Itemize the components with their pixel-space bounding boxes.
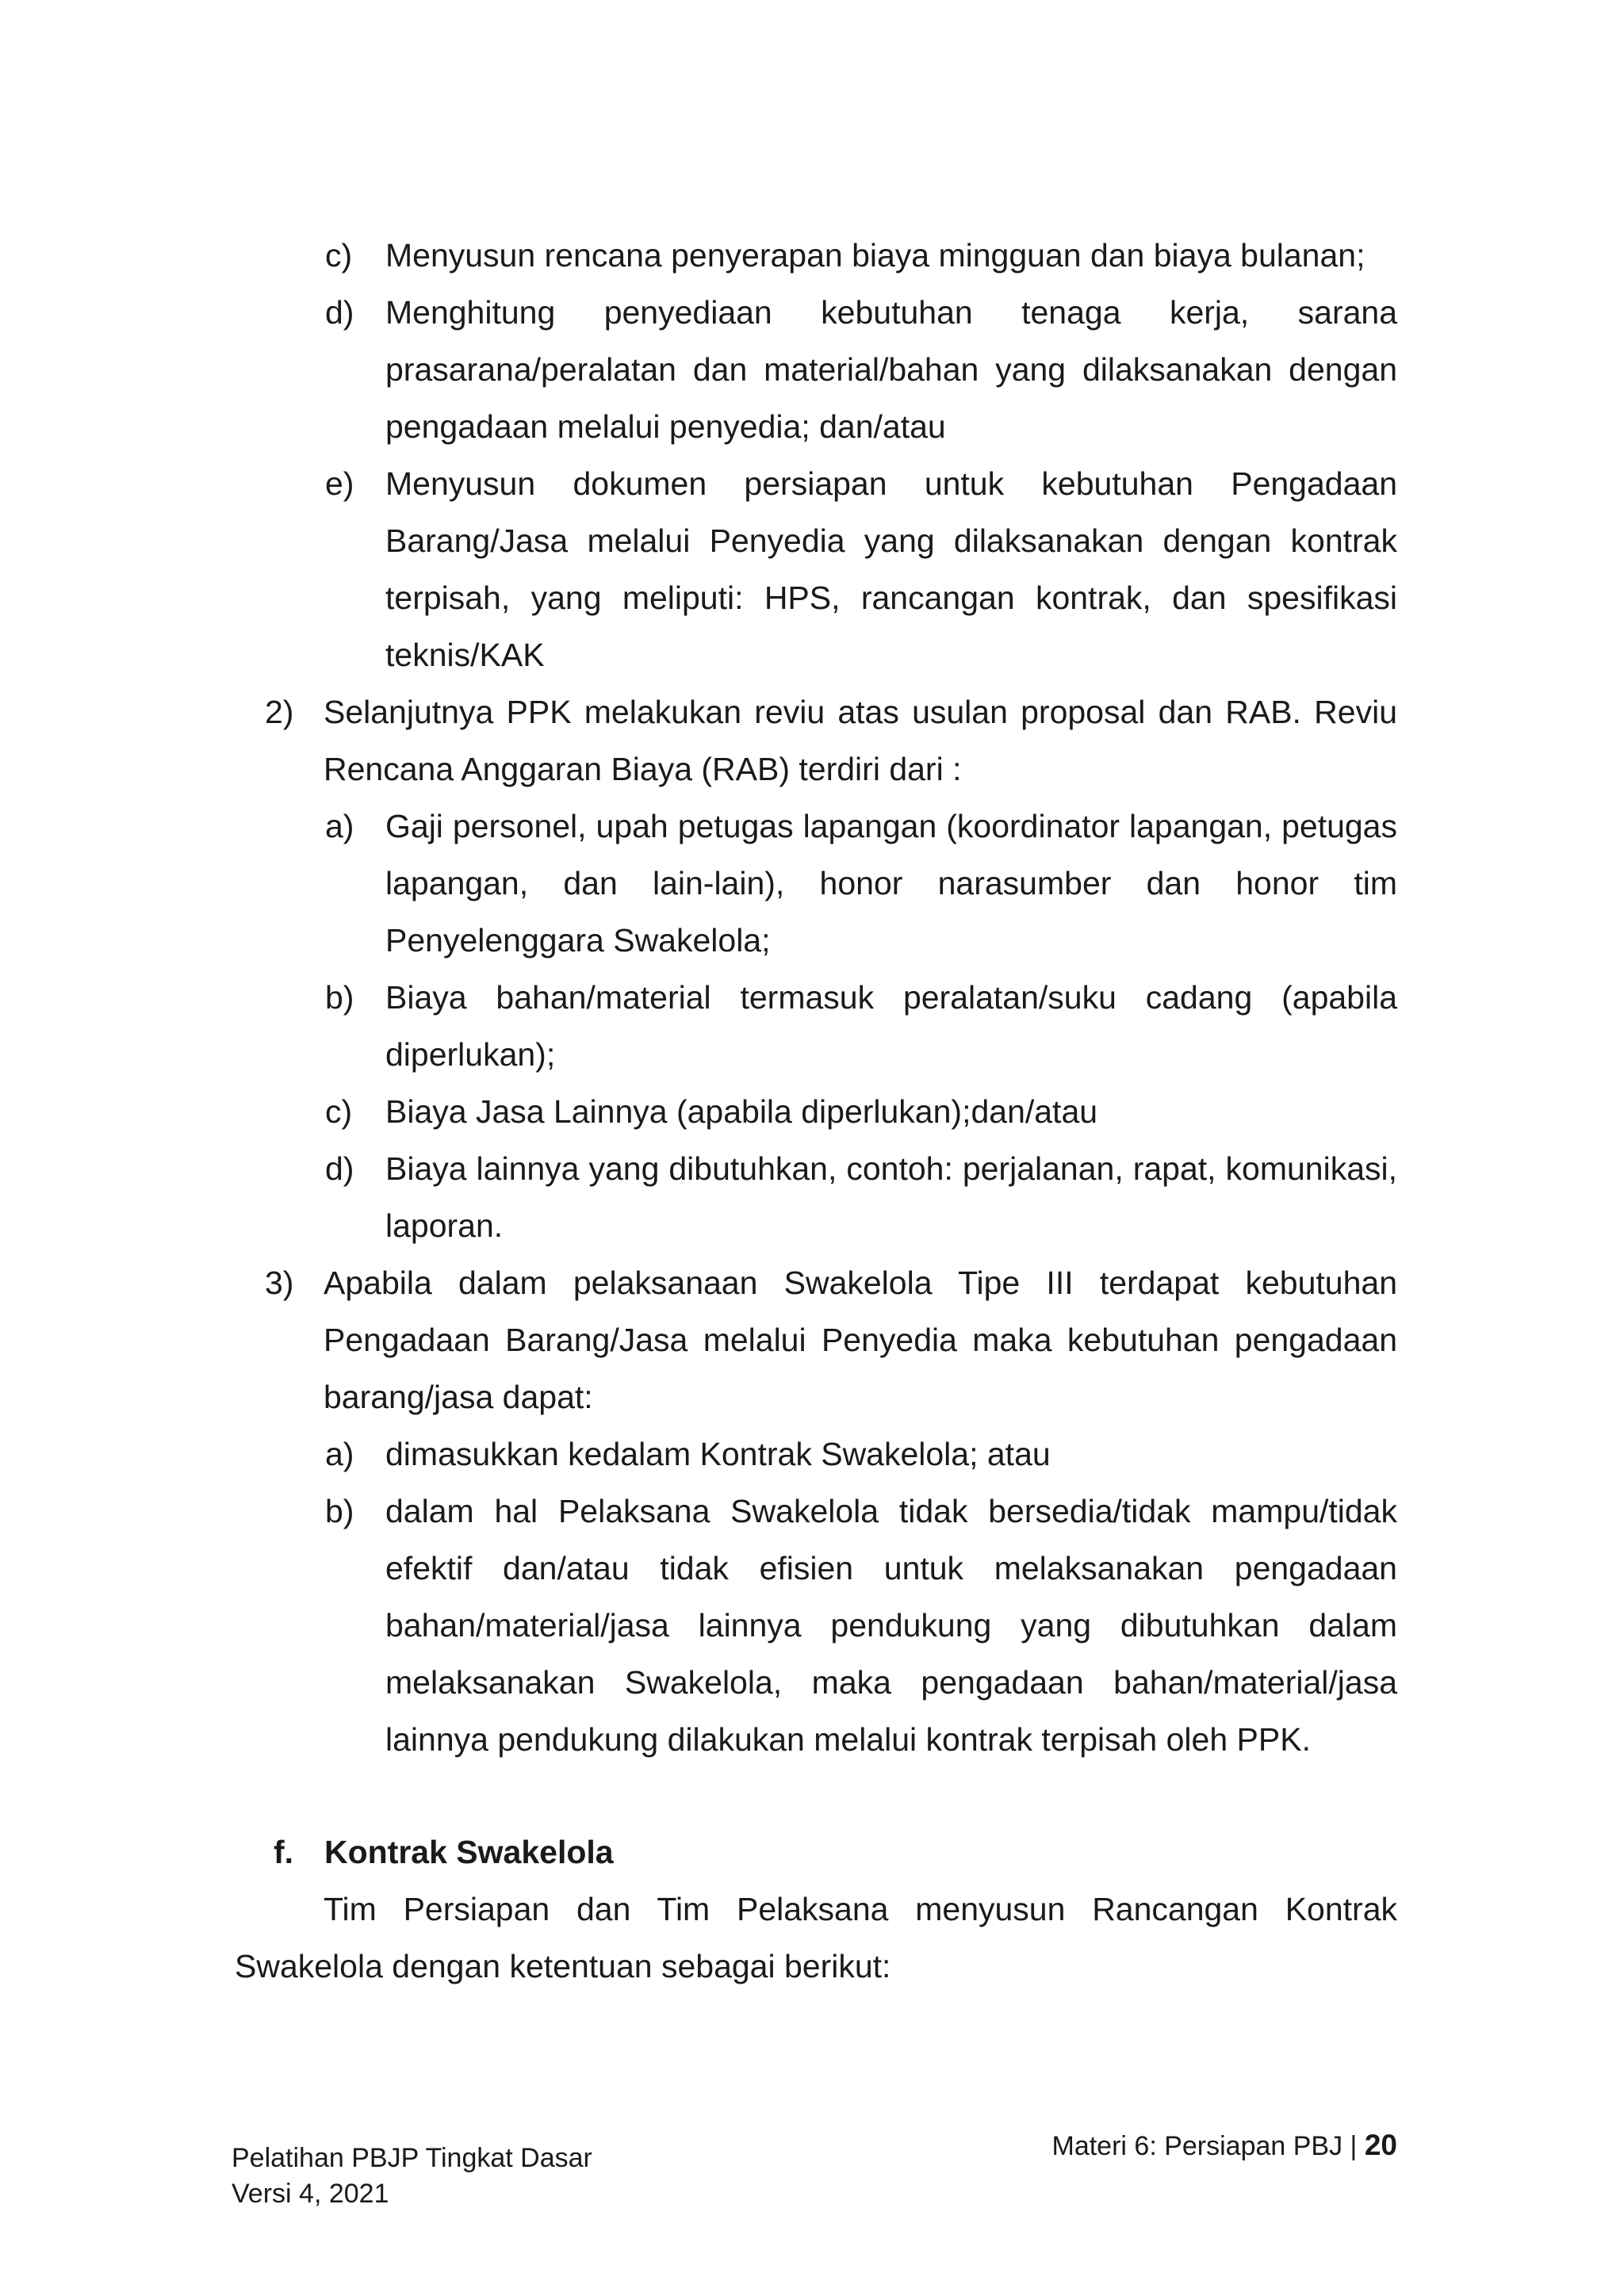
list-item-text: Biaya bahan/material termasuk peralatan/suku cadang (apabila diperlukan);	[385, 979, 1397, 1073]
list-item-text: Menyusun dokumen persiapan untuk kebutuhan Pengadaan Barang/Jasa melalui Penyedia yang dilaksanakan dengan kontrak terpisah, yang meliputi: HPS, rancangan kontrak, dan spesifikasi teknis/KAK	[385, 465, 1397, 673]
list-item-d-top	[325, 284, 1397, 455]
section-letter: f.	[274, 1834, 294, 1870]
list-item-c-top	[325, 227, 1397, 284]
list-item-2	[265, 683, 1397, 798]
footer-version: Versi 4, 2021	[232, 2179, 389, 2209]
list-marker: a)	[325, 1436, 354, 1472]
list-item-text: Menyusun rencana penyerapan biaya mingguan dan biaya bulanan;	[385, 237, 1365, 274]
list-item-text: Biaya Jasa Lainnya (apabila diperlukan);dan/atau	[385, 1093, 1098, 1130]
list-item-2d	[325, 1140, 1397, 1254]
page-number: 20	[1364, 2129, 1397, 2161]
list-marker: e)	[325, 465, 354, 502]
list-item-3b	[325, 1483, 1397, 1768]
list-item-text: Selanjutnya PPK melakukan reviu atas usulan proposal dan RAB. Reviu Rencana Anggaran Biaya (RAB) terdiri dari :	[324, 694, 1397, 787]
list-marker: c)	[325, 237, 353, 274]
section-title: Kontrak Swakelola	[324, 1834, 614, 1870]
list-item-2b	[325, 969, 1397, 1083]
footer-left	[232, 2141, 592, 2212]
list-marker: d)	[325, 1150, 354, 1187]
list-item-2a	[325, 798, 1397, 969]
list-marker: c)	[325, 1093, 353, 1130]
list-marker: a)	[325, 808, 354, 844]
list-item-text: Apabila dalam pelaksanaan Swakelola Tipe III terdapat kebutuhan Pengadaan Barang/Jasa melalui Penyedia maka kebutuhan pengadaan barang/jasa dapat:	[324, 1265, 1397, 1415]
list-item-e-top	[325, 455, 1397, 683]
list-item-text: Biaya lainnya yang dibutuhkan, contoh: perjalanan, rapat, komunikasi, laporan.	[385, 1150, 1397, 1244]
section-heading	[274, 1823, 1624, 1881]
list-item-text: dimasukkan kedalam Kontrak Swakelola; atau	[385, 1436, 1051, 1472]
list-marker: 3)	[265, 1265, 294, 1301]
list-marker: d)	[325, 294, 354, 331]
list-marker: 2)	[265, 694, 294, 730]
footer-right	[1052, 2127, 1398, 2164]
section-paragraph: Tim Persiapan dan Tim Pelaksana menyusun Rancangan Kontrak Swakelola dengan ketentuan sebagai berikut:	[235, 1891, 1397, 1984]
list-item-text: Gaji personel, upah petugas lapangan (koordinator lapangan, petugas lapangan, dan lain-lain), honor narasumber dan honor tim Penyelenggara Swakelola;	[385, 808, 1397, 959]
footer-module-label: Materi 6: Persiapan PBJ |	[1051, 2131, 1365, 2161]
list-marker: b)	[325, 979, 354, 1016]
list-item-3a	[325, 1425, 1397, 1483]
document-body	[0, 227, 1624, 1995]
list-marker: b)	[325, 1493, 354, 1529]
list-item-text: Menghitung penyediaan kebutuhan tenaga kerja, sarana prasarana/peralatan dan material/bahan yang dilaksanakan dengan pengadaan melalui penyedia; dan/atau	[385, 294, 1397, 445]
list-item-text: dalam hal Pelaksana Swakelola tidak bersedia/tidak mampu/tidak efektif dan/atau tidak efisien untuk melaksanakan pengadaan bahan/material/jasa lainnya pendukung yang dibutuhkan dalam melaksanakan Swakelola, maka pengadaan bahan/material/jasa lainnya pendukung dilakukan melalui kontrak terpisah oleh PPK.	[385, 1493, 1397, 1758]
list-item-2c	[325, 1083, 1397, 1140]
list-item-3	[265, 1254, 1397, 1425]
footer-course-title: Pelatihan PBJP Tingkat Dasar	[232, 2143, 592, 2173]
